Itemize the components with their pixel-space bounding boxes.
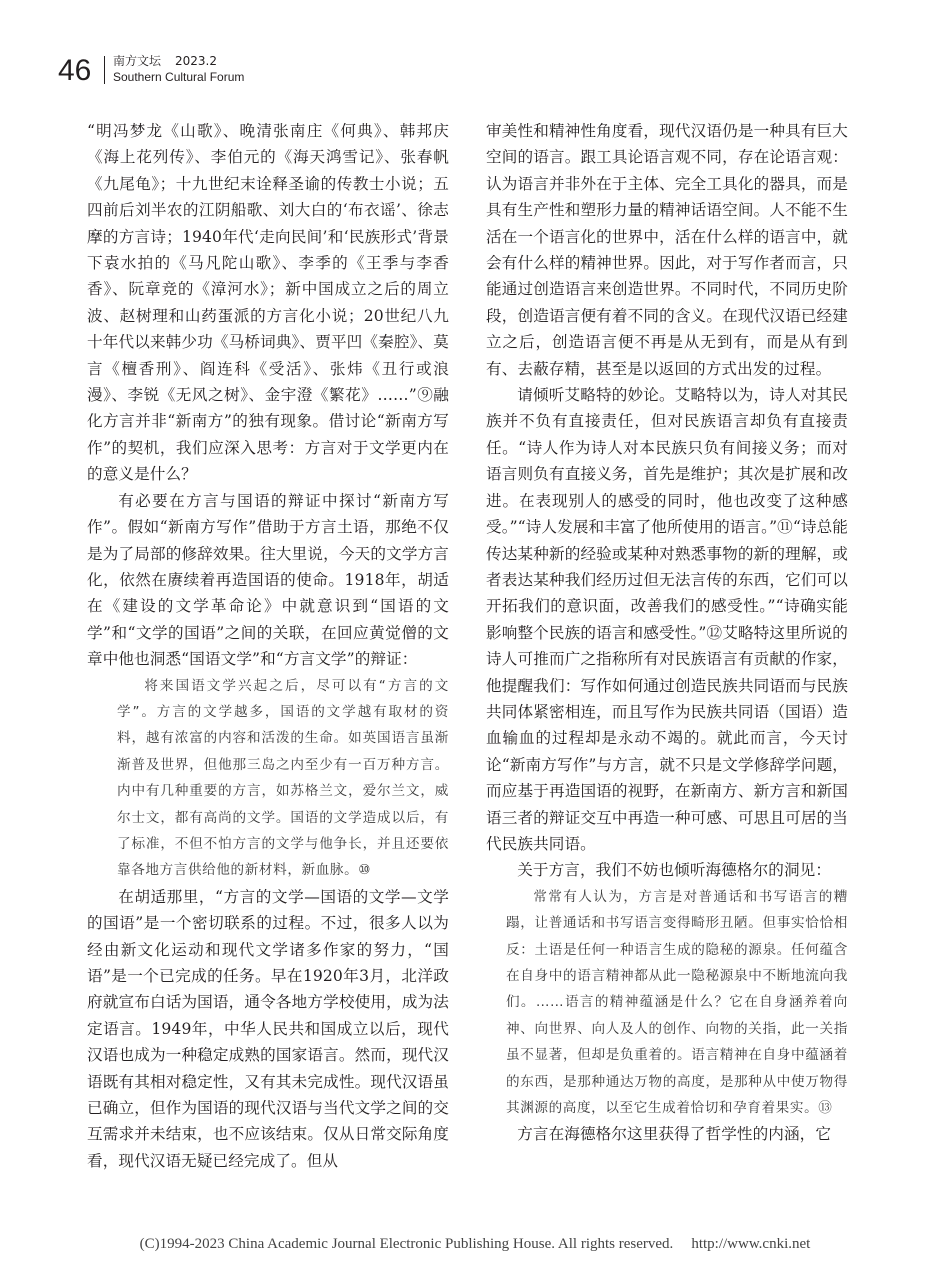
copyright-footer (0, 1236, 950, 1253)
right-column (486, 118, 848, 1148)
paragraph: 方言在海德格尔这里获得了哲学性的内涵，它 (517, 1125, 832, 1144)
block-quote: 将来国语文学兴起之后，尽可以有“方言的文学”。方言的文学越多，国语的文学越有取材的资料，越有浓富的内容和活泼的生命。如英国语言虽渐渐普及世界，但他那三岛之内至少有一百万种方言。内中有几种重要的方言，如苏格兰文，爱尔兰文，威尔士文，都有高尚的文学。国语的文学造成以后，有了标准，不但不怕方言的文学与他争长，并且还要依靠各地方言供给他的新材料，新血脉。⑩ (117, 677, 449, 879)
copyright-text: (C)1994-2023 China Academic Journal Electronic Publishing House. All rights reserved. (139, 1236, 674, 1252)
block-quote: 常常有人认为，方言是对普通话和书写语言的糟蹋，让普通话和书写语言变得畸形丑陋。但事实恰恰相反：土语是任何一种语言生成的隐秘的源泉。任何蕴含在自身中的语言精神都从此一隐秘源泉中不断地流向我们。……语言的精神蕴涵是什么？它在自身涵养着向神、向世界、向人及人的创作、向物的关指，此一关指虽不显著，但却是负重着的。语言精神在自身中蕴涵着的东西，是那种通达万物的高度，是那种从中使万物得其渊源的高度，以至它生成着恰切和孕育着果实。⑬ (506, 888, 848, 1117)
journal-title-line (113, 53, 217, 69)
header-divider (104, 56, 105, 84)
paragraph: 关于方言，我们不妨也倾听海德格尔的洞见： (517, 861, 832, 880)
paragraph: 在胡适那里，“方言的文学—国语的文学—文学的国语”是一个密切联系的过程。不过，很多人以为经由新文化运动和现代文学诸多作家的努力，“国语”是一个已完成的任务。早在1920年3月，北洋政府就宣布白话为国语，通令各地方学校使用，成为法定语言。1949年，中华人民共和国成立以后，现代汉语也成为一种稳定成熟的国家语言。然而，现代汉语既有其相对稳定性，又有其未完成性。现代汉语虽已确立，但作为国语的现代汉语与当代文学之间的交互需求并未结束，也不应该结束。仅从日常交际角度看，现代汉语无疑已经完成了。但从 (87, 887, 449, 1170)
left-column (87, 118, 449, 1174)
page-number: 46 (58, 54, 92, 87)
paragraph: 有必要在方言与国语的辩证中探讨“新南方写作”。假如“新南方写作”借助于方言土语，那绝不仅是为了局部的修辞效果。往大里说，今天的文学方言化，依然在赓续着再造国语的使命。1918年，胡适在《建设的文学革命论》中就意识到“国语的文学”和“文学的国语”之间的关联，在回应黄觉僧的文章中他也洞悉“国语文学”和“方言文学”的辩证： (87, 491, 449, 669)
footer-url: http://www.cnki.net (691, 1236, 811, 1252)
journal-title-en: Southern Cultural Forum (113, 70, 245, 84)
journal-title-cn: 南方文坛 (113, 54, 162, 68)
paragraph: 请倾听艾略特的妙论。艾略特以为，诗人对其民族并不负有直接责任，但对民族语言却负有直接责任。“诗人作为诗人对本民族只负有间接义务；而对语言则负有直接义务，首先是维护；其次是扩展和改进。在表现别人的感受的同时，他也改变了这种感受。”“诗人发展和丰富了他所使用的语言。”⑪“诗总能传达某种新的经验或某种对熟悉事物的新的理解，或者表达某种我们经历过但无法言传的东西，它们可以开拓我们的意识面，改善我们的感受性。”“诗确实能影响整个民族的语言和感受性。”⑫艾略特这里所说的诗人可推而广之指称所有对民族语言有贡献的作家，他提醒我们：写作如何通过创造民族共同语而与民族共同体紧密相连，而且写作为民族共同语（国语）造血输血的过程却是永动不竭的。就此而言，今天讨论“新南方写作”与方言，就不只是文学修辞学问题，而应基于再造国语的视野，在新南方、新方言和新国语三者的辩证交互中再造一种可感、可思且可居的当代民族共同语。 (486, 386, 848, 853)
paragraph: 审美性和精神性角度看，现代汉语仍是一种具有巨大空间的语言。跟工具论语言观不同，存在论语言观：认为语言并非外在于主体、完全工具化的器具，而是具有生产性和塑形力量的精神话语空间。人不能不生活在一个语言化的世界中，活在什么样的语言中，就会有什么样的精神世界。因此，对于写作者而言，只能通过创造语言来创造世界。不同时代，不同历史阶段，创造语言便有着不同的含义。在现代汉语已经建立之后，创造语言便不再是从无到有，而是从有到有、去蔽存精，甚至是以返回的方式出发的过程。 (486, 122, 848, 378)
journal-issue: 2023.2 (175, 54, 218, 68)
paragraph: “明冯梦龙《山歌》、晚清张南庄《何典》、韩邦庆《海上花列传》、李伯元的《海天鸿雪记》、张春帆《九尾龟》；十九世纪末诠释圣谕的传教士小说；五四前后刘半农的江阴船歌、刘大白的‘布衣谣’、徐志摩的方言诗；1940年代‘走向民间’和‘民族形式’背景下袁水拍的《马凡陀山歌》、李季的《王季与李香香》、阮章竞的《漳河水》；新中国成立之后的周立波、赵树理和山药蛋派的方言化小说；20世纪八九十年代以来韩少功《马桥词典》、贾平凹《秦腔》、莫言《檀香刑》、阎连科《受活》、张炜《丑行或浪漫》、李锐《无风之树》、金宇澄《繁花》……”⑨融化方言并非“新南方”的独有现象。借讨论“新南方写作”的契机，我们应深入思考：方言对于文学更内在的意义是什么？ (87, 122, 449, 484)
